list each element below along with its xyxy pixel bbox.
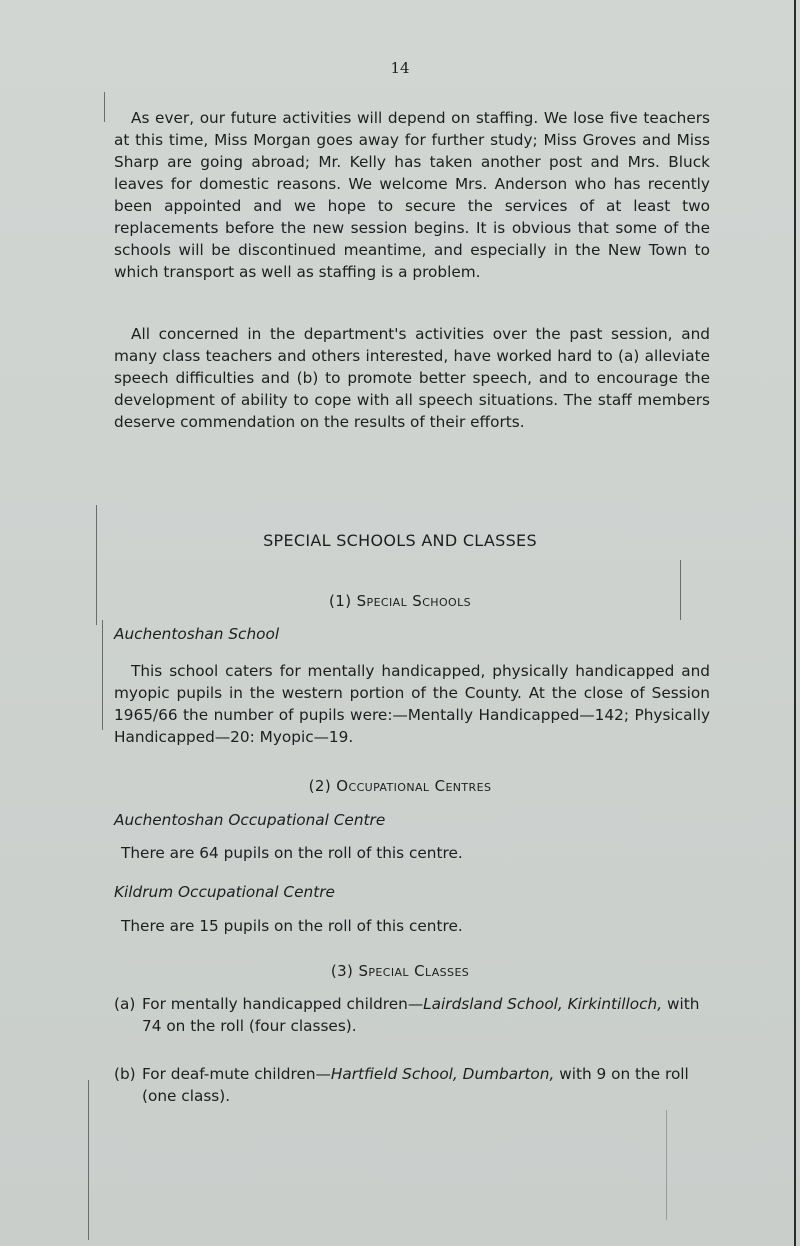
special-school-description: This school caters for mentally handicapped, physically handicapped and myopic pupils in the western portion of the County. At the close of Session 1965/66 the number of pupils were:—Mentally Handicapped—142; Physically Handicapped—20: Myopic—19. — [114, 662, 710, 746]
item-school: Lairdsland School, Kirkintilloch, — [423, 995, 663, 1013]
scan-mark — [88, 1080, 89, 1240]
item-tail: with 9 on the roll (one class). — [142, 1065, 689, 1105]
special-class-item — [114, 993, 714, 1037]
special-school-description-block — [114, 660, 710, 748]
scan-mark — [666, 1110, 667, 1220]
item-label: (b) — [114, 1065, 136, 1083]
special-schools-heading: (1) Special Schools — [329, 592, 471, 610]
special-class-item — [114, 1063, 714, 1107]
page-edge-shadow — [794, 0, 796, 1246]
scan-mark — [680, 560, 681, 620]
page-number: 14 — [390, 59, 410, 77]
centre-name: Auchentoshan Occupational Centre — [114, 811, 386, 829]
item-lead: For mentally handicapped children— — [142, 995, 424, 1013]
special-classes-heading: (3) Special Classes — [330, 962, 470, 980]
scan-mark — [102, 620, 103, 730]
commendation-paragraph: All concerned in the department's activities over the past session, and many class teachers and others interested, have worked hard to (a) alleviate speech difficulties and (b) to promote better speech, and to encourage the development of ability to cope with all speech situations. The staff members deserve commendation on the results of their efforts. — [114, 325, 710, 431]
commendation-paragraph-block — [114, 323, 710, 433]
school-name: Auchentoshan School — [114, 625, 280, 643]
centre-name: Kildrum Occupational Centre — [114, 883, 335, 901]
section-title: SPECIAL SCHOOLS AND CLASSES — [263, 531, 537, 550]
centre-roll-text: There are 15 pupils on the roll of this centre. — [121, 917, 463, 935]
item-label: (a) — [114, 995, 136, 1013]
centre-roll-text: There are 64 pupils on the roll of this centre. — [121, 844, 463, 862]
item-lead: For deaf-mute children— — [142, 1065, 331, 1083]
occupational-centres-heading: (2) Occupational Centres — [308, 777, 492, 795]
staffing-paragraph-block — [114, 107, 710, 283]
item-tail: with 74 on the roll (four classes). — [142, 995, 700, 1035]
staffing-paragraph: As ever, our future activities will depend on staffing. We lose five teachers at this time, Miss Morgan goes away for further study; Miss Groves and Miss Sharp are going abroad; Mr. Kelly has taken another post and Mrs. Bluck leaves for domestic reasons. We welcome Mrs. Anderson who has recently been appointed and we hope to secure the services of at least two replacements before the new session begins. It is obvious that some of the schools will be discontinued meantime, and especially in the New Town to which transport as well as staffing is a problem. — [114, 109, 710, 281]
scan-mark — [104, 92, 105, 122]
item-school: Hartfield School, Dumbarton, — [330, 1065, 555, 1083]
